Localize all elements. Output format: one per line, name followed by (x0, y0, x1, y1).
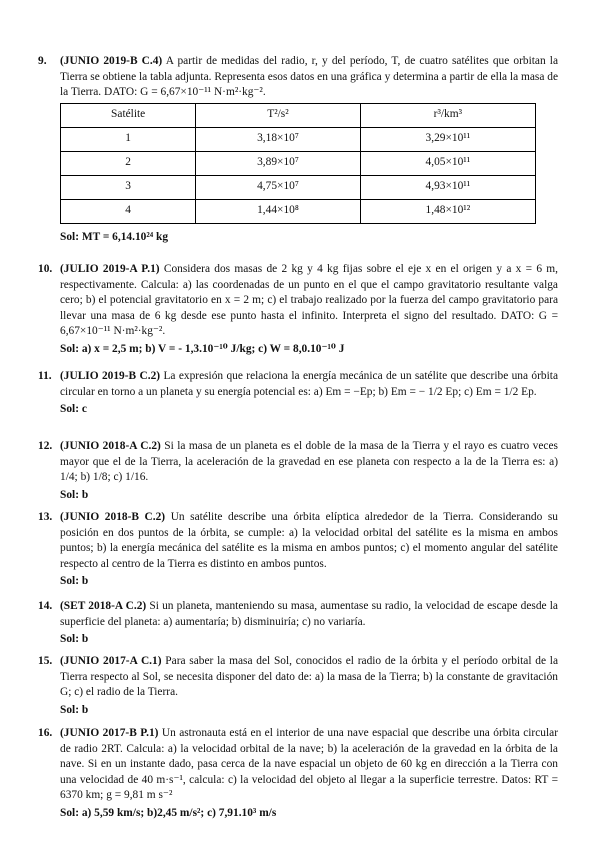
table-cell: 3 (61, 175, 196, 199)
question-text: Un astronauta está en el interior de una nave espacial que describe una órbita circular de radio 2RT. Calcula: a) la velocidad orbital de la nave; b) la aceleración de la gravedad en la órbita de la nave. Si en un instante dado, pasa cerca de la nave espacial un objeto de 60 kg en dirección a la Tierra con una velocidad de 40 m·s⁻¹, calcula: c) la velocidad del objeto al llegar a la superficie terrestre. Datos: RT = 6370 km; g = 9,81 m s⁻² (60, 727, 558, 802)
solution: Sol: b (60, 575, 89, 588)
table-cell: 1 (61, 127, 196, 151)
question-12 (38, 439, 558, 503)
question-source: (JUNIO 2017-A C.1) (60, 655, 162, 667)
question-16 (38, 726, 558, 822)
table-header-row (61, 103, 536, 127)
question-number: 11. (38, 370, 52, 382)
table-cell: 2 (61, 151, 196, 175)
question-number: 15. (38, 655, 53, 667)
question-text: Si un planeta, manteniendo su masa, aumentase su radio, la velocidad de escape desde la superficie del planeta: a) aumentaría; b) disminuiría; c) no variaría. (60, 600, 558, 628)
table-cell: 4,93×10¹¹ (360, 175, 535, 199)
question-number: 9. (38, 55, 47, 67)
question-source: (JULIO 2019-B C.2) (60, 370, 161, 382)
table-cell: 3,29×10¹¹ (360, 127, 535, 151)
table-cell: 3,89×10⁷ (196, 151, 360, 175)
question-source: (JUNIO 2019-B C.4) (60, 55, 163, 67)
solution: Sol: a) 5,59 km/s; b)2,45 m/s²; c) 7,91.10³ m/s (60, 806, 277, 819)
question-15 (38, 654, 558, 718)
table-row (61, 199, 536, 223)
question-source: (JUNIO 2018-B C.2) (60, 511, 166, 523)
question-14 (38, 599, 558, 648)
question-text: A partir de medidas del radio, r, y del período, T, de cuatro satélites que orbitan la Tierra se obtiene la tabla adjunta. Representa esos datos en una gráfica y determina a partir de ella la masa de la Tierra. DATO: G = 6,67×10⁻¹¹ N·m²·kg⁻². (60, 55, 559, 99)
solution: Sol: a) x = 2,5 m; b) V = - 1,3.10⁻¹⁰ J/kg; c) W = 8,0.10⁻¹⁰ J (60, 342, 345, 355)
question-source: (JUNIO 2018-A C.2) (60, 440, 161, 452)
question-text: Un satélite describe una órbita elíptica alrededor de la Tierra. Considerando su posición en dos puntos de la órbita, se cumple: a) la velocidad orbital del satélite es la misma en ambos puntos; b) la energía mecánica del satélite es la misma en ambos puntos; c) el momento angular del satélite respecto al centro de la Tierra es distinto en ambos puntos. (60, 511, 558, 570)
question-source: (JUNIO 2017-B P.1) (60, 727, 159, 739)
question-number: 16. (38, 727, 53, 739)
table-row (61, 151, 536, 175)
table-cell: 4,05×10¹¹ (360, 151, 535, 175)
table-header-cell: T²/s² (196, 103, 360, 127)
solution: Sol: c (60, 403, 87, 416)
table-cell: 3,18×10⁷ (196, 127, 360, 151)
table-cell: 4 (61, 199, 196, 223)
question-10 (38, 262, 558, 358)
solution: Sol: b (60, 633, 89, 646)
question-text: La expresión que relaciona la energía mecánica de un satélite que describe una órbita circular en torno a un planeta y su energía potencial es: a) Em = −Ep; b) Em = − 1/2 Ep; c) Em = 1/2 Ep. (60, 370, 558, 398)
question-source: (JULIO 2019-A P.1) (60, 263, 160, 275)
question-number: 12. (38, 440, 53, 452)
table-header-cell: Satélite (61, 103, 196, 127)
solution: Sol: b (60, 488, 89, 501)
question-number: 10. (38, 263, 53, 275)
solution: Sol: b (60, 703, 89, 716)
question-9 (38, 54, 559, 245)
question-11 (38, 369, 558, 418)
question-text: Para saber la masa del Sol, conocidos el radio de la órbita y el período orbital de la Tierra respecto al Sol, se necesita disponer del dato de: a) la masa de la Tierra; b) la constante de gravitación G; c) el radio de la Tierra. (60, 655, 558, 699)
table-cell: 4,75×10⁷ (196, 175, 360, 199)
table-row (61, 175, 536, 199)
table-cell: 1,44×10⁸ (196, 199, 360, 223)
table-row (61, 127, 536, 151)
question-number: 13. (38, 511, 53, 523)
table-cell: 1,48×10¹² (360, 199, 535, 223)
question-text: Si la masa de un planeta es el doble de la masa de la Tierra y el rayo es cuatro veces mayor que el de la Tierra, la aceleración de la gravedad en ese planeta con respecto a la de la Tierra es: a) 1/4; b) 1/8; c) 1/16. (60, 440, 558, 484)
question-source: (SET 2018-A C.2) (60, 600, 147, 612)
table-header-cell: r³/km³ (360, 103, 535, 127)
question-13 (38, 510, 558, 590)
solution: Sol: MT = 6,14.10²⁴ kg (60, 230, 169, 243)
satellite-data-table (60, 103, 536, 224)
question-number: 14. (38, 600, 53, 612)
question-text: Considera dos masas de 2 kg y 4 kg fijas sobre el eje x en el origen y a x = 6 m, respectivamente. Calcula: a) las coordenadas de un punto en el que el campo gravitatorio resultante valga cero; b) el potencial gravitatorio en x = 2 m; c) el trabajo realizado por la fuerza del campo gravitatorio para llevar una masa de 6 kg desde ese punto hasta el infinito. Interpreta el signo del resultado. DATO: G = 6,67×10⁻¹¹ N·m²·kg⁻². (60, 263, 558, 338)
